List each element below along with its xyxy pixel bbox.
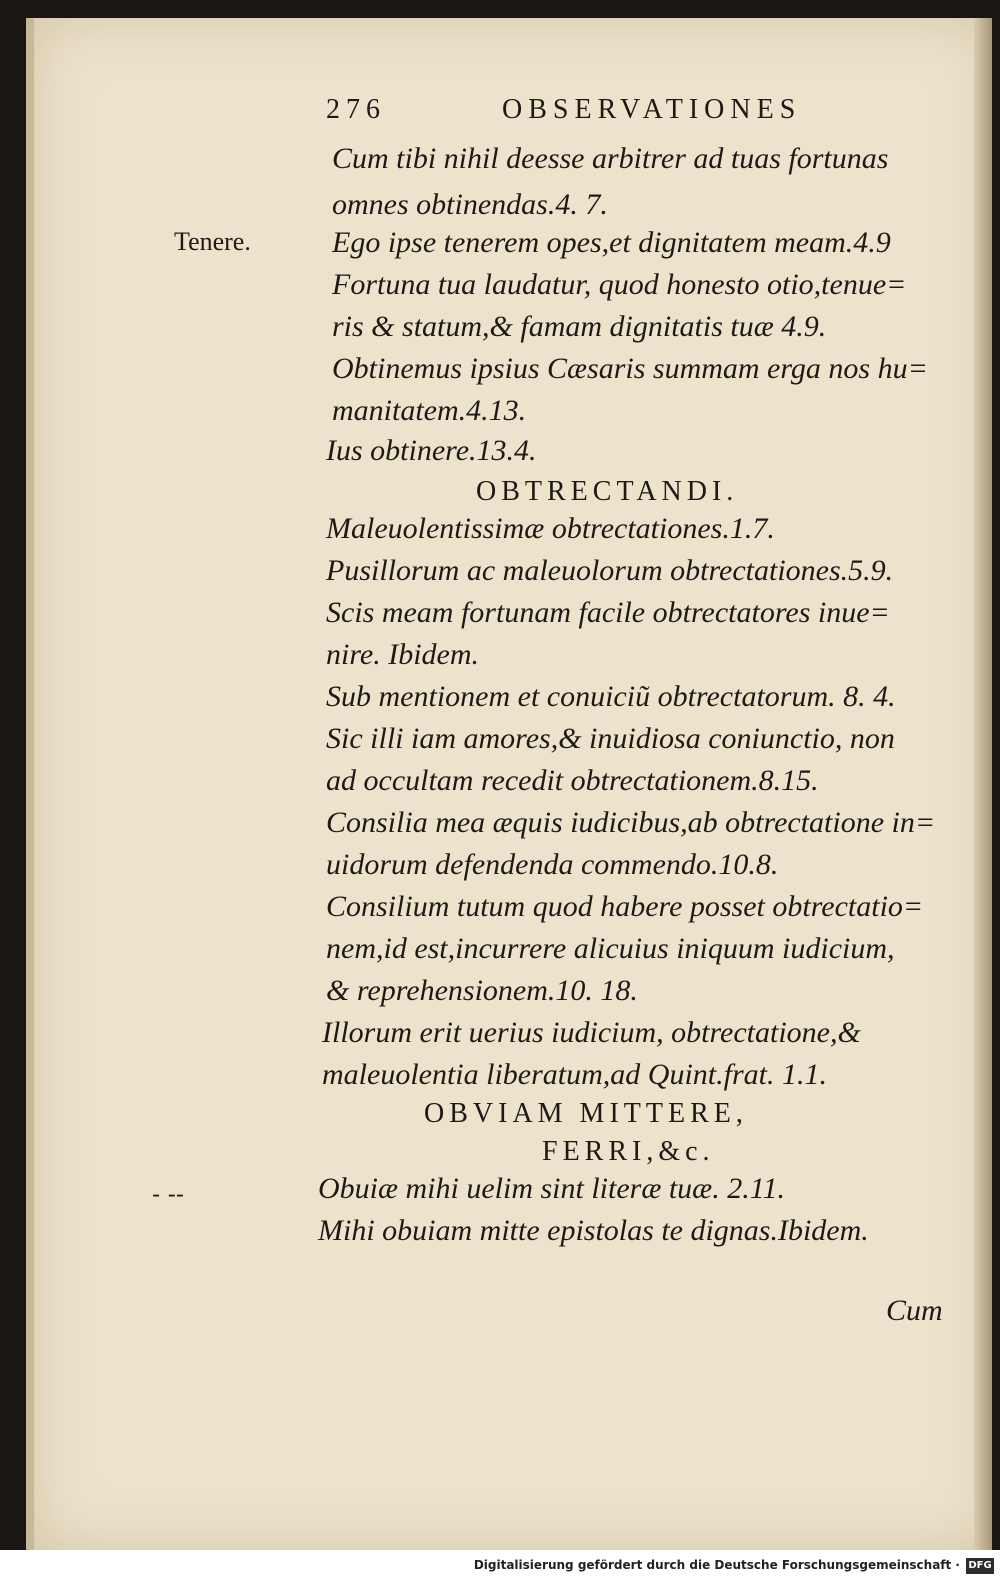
section-heading: OBVIAM MITTERE, — [424, 1098, 748, 1129]
page-edge — [974, 18, 992, 1550]
text-line: Pusillorum ac maleuolorum obtrectationes.5.9. — [326, 554, 894, 587]
text-line: Cum tibi nihil deesse arbitrer ad tuas fortunas — [332, 142, 889, 175]
text-line: Consilia mea æquis iudicibus,ab obtrectatione in= — [326, 806, 936, 839]
text-line: nire. Ibidem. — [326, 638, 480, 671]
text-line: uidorum defendenda commendo.10.8. — [326, 848, 779, 881]
text-line: maleuolentia liberatum,ad Quint.frat. 1.1. — [322, 1058, 827, 1091]
text-line: Scis meam fortunam facile obtrectatores inue= — [326, 596, 890, 629]
digitization-credit: Digitalisierung gefördert durch die Deutsche Forschungsgemeinschaft · — [473, 1558, 960, 1572]
text-line: Consilium tutum quod habere posset obtrectatio= — [326, 890, 924, 923]
text-line: Fortuna tua laudatur, quod honesto otio,tenue= — [332, 268, 907, 301]
footer-bar — [0, 1550, 1000, 1585]
page-number: 276 — [326, 94, 386, 125]
text-line: ris & statum,& famam dignitatis tuæ 4.9. — [332, 310, 827, 343]
text-line: & reprehensionem.10. 18. — [326, 974, 638, 1007]
text-line: manitatem.4.13. — [332, 394, 527, 427]
text-line: Maleuolentissimæ obtrectationes.1.7. — [326, 512, 775, 545]
section-heading: FERRI,&c. — [542, 1136, 715, 1167]
text-line: Sic illi iam amores,& inuidiosa coniunctio, non — [326, 722, 895, 755]
text-line: Ego ipse tenerem opes,et dignitatem meam.4.9 — [332, 226, 891, 259]
text-line: Mihi obuiam mitte epistolas te dignas.Ibidem. — [318, 1214, 869, 1247]
book-page — [26, 18, 992, 1550]
text-line: Illorum erit uerius iudicium, obtrectatione,& — [322, 1016, 861, 1049]
text-line: Sub mentionem et conuiciũ obtrectatorum. 8. 4. — [326, 680, 896, 713]
text-line: ad occultam recedit obtrectationem.8.15. — [326, 764, 819, 797]
catchword: Cum — [886, 1294, 943, 1327]
text-line: Obtinemus ipsius Cæsaris summam erga nos hu= — [332, 352, 928, 385]
text-line: nem,id est,incurrere alicuius iniquum iudicium, — [326, 932, 895, 965]
running-head: OBSERVATIONES — [502, 94, 802, 125]
text-line: omnes obtinendas.4. 7. — [332, 188, 608, 221]
margin-dash: - -- — [152, 1180, 184, 1208]
margin-note: Tenere. — [174, 227, 251, 256]
dfg-logo: DFG — [966, 1558, 994, 1574]
text-line: Ius obtinere.13.4. — [326, 434, 537, 467]
text-line: Obuiæ mihi uelim sint literæ tuæ. 2.11. — [318, 1172, 785, 1205]
section-heading: OBTRECTANDI. — [476, 476, 739, 507]
